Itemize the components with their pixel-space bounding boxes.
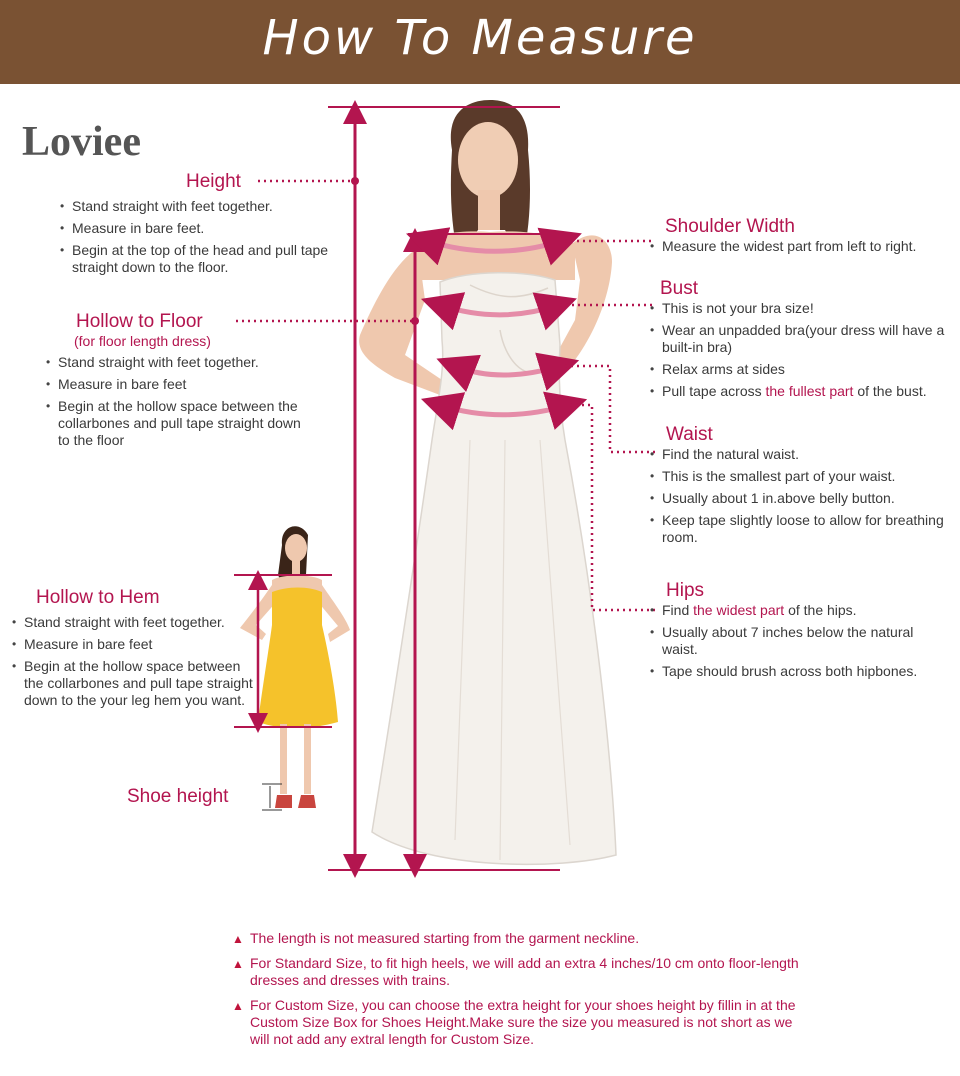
- note-item: ▲ For Custom Size, you can choose the extra height for your shoes height by fillin in at the Custom Size Box for Shoes Height.Make sure the size you measured is not short as we will not add any extral length for Custom Size.: [232, 997, 796, 1047]
- hollow-floor-title: Hollow to Floor: [76, 311, 203, 332]
- list-item: • Tape should brush across both hipbones.: [650, 663, 950, 680]
- list-item: • Usually about 7 inches below the natural waist.: [650, 624, 950, 658]
- list-item: • This is not your bra size!: [650, 300, 955, 317]
- warning-triangle-icon: ▲: [232, 999, 244, 1013]
- hips-list: [650, 602, 950, 680]
- hollow-hem-list: [12, 614, 260, 709]
- hollow-floor-subtitle: (for floor length dress): [74, 333, 211, 349]
- list-item: • Find the widest part of the hips.: [650, 602, 950, 619]
- list-item: • Measure in bare feet: [46, 376, 311, 393]
- warning-triangle-icon: ▲: [232, 957, 244, 971]
- list-item: • Begin at the hollow space between the collarbones and pull tape straight down to the floor: [46, 398, 311, 449]
- list-item: • Stand straight with feet together.: [46, 354, 311, 371]
- list-item: • Begin at the hollow space between the collarbones and pull tape straight down to the your leg hem you want.: [12, 658, 260, 709]
- list-item: • This is the smallest part of your waist.: [650, 468, 950, 485]
- list-item: • Usually about 1 in.above belly button.: [650, 490, 950, 507]
- list-item: • Stand straight with feet together.: [60, 198, 330, 215]
- model-neck: [478, 190, 500, 230]
- section-height: [60, 171, 330, 276]
- hollow-floor-list: [46, 354, 311, 449]
- note-item: ▲ For Standard Size, to fit high heels, we will add an extra 4 inches/10 cm onto floor-length dresses and dresses with trains.: [232, 955, 799, 988]
- section-hips: [650, 580, 950, 680]
- section-waist: [650, 424, 950, 546]
- list-item: • Measure in bare feet.: [60, 220, 330, 237]
- model-face: [458, 122, 518, 198]
- list-item: • Keep tape slightly loose to allow for breathing room.: [650, 512, 950, 546]
- warning-triangle-icon: ▲: [232, 932, 244, 946]
- list-item: • Pull tape across the fullest part of the bust.: [650, 383, 955, 400]
- brand-logo: Loviee: [22, 119, 141, 165]
- bust-list: [650, 300, 955, 400]
- list-item: • Relax arms at sides: [650, 361, 955, 378]
- section-shoulder-width: [650, 216, 950, 255]
- section-hollow-to-hem: [12, 587, 260, 709]
- shoulder-title: Shoulder Width: [665, 216, 795, 237]
- hollow-hem-title: Hollow to Hem: [36, 587, 160, 608]
- list-item: • Wear an unpadded bra(your dress will have a built-in bra): [650, 322, 955, 356]
- note-item: ▲ The length is not measured starting from the garment neckline.: [232, 930, 640, 946]
- shoulder-list: [650, 238, 950, 255]
- model-figure-long-dress: [359, 100, 616, 864]
- page-title: How To Measure: [262, 10, 698, 66]
- section-bust: [650, 278, 955, 400]
- list-item: • Measure the widest part from left to right.: [650, 238, 950, 255]
- notes-list: [230, 930, 810, 1056]
- bust-title: Bust: [660, 278, 699, 299]
- section-hollow-to-floor: [46, 311, 311, 449]
- list-item: • Find the natural waist.: [650, 446, 950, 463]
- height-list: [60, 198, 330, 276]
- waist-list: [650, 446, 950, 546]
- list-item: • Measure in bare feet: [12, 636, 260, 653]
- list-item: • Stand straight with feet together.: [12, 614, 260, 631]
- shoe-height-label: Shoe height: [127, 786, 229, 807]
- waist-title: Waist: [666, 424, 713, 445]
- hips-title: Hips: [666, 580, 705, 601]
- height-title: Height: [186, 171, 241, 192]
- list-item: • Begin at the top of the head and pull tape straight down to the floor.: [60, 242, 330, 276]
